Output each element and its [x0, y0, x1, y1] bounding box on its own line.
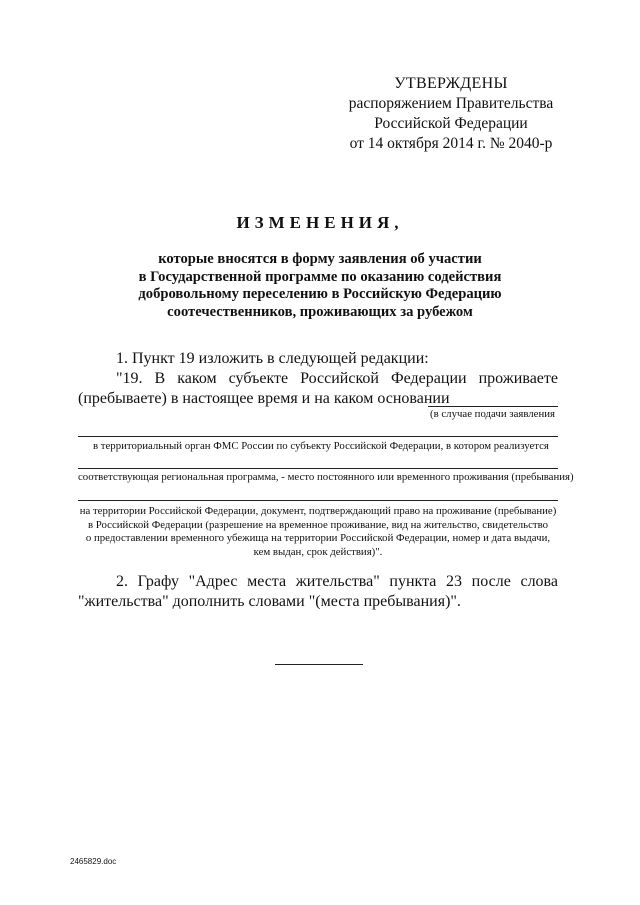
hint-line: о предоставлении временного убежища на территории Российской Федерации, номер и дата выдачи,	[85, 532, 551, 544]
approval-block	[318, 74, 584, 154]
hint-line: кем выдан, срок действия)".	[253, 545, 383, 558]
subtitle-line: которые вносятся в форму заявления об участии	[158, 251, 482, 267]
approval-line-2: Российской Федерации	[374, 115, 528, 132]
item1-hint-2: в территориальный орган ФМС России по субъекту Российской Федерации, в котором реализуется	[93, 440, 549, 452]
subtitle-line: соотечественников, проживающих за рубежом	[167, 303, 473, 320]
approval-line-1: распоряжением Правительства	[348, 95, 554, 112]
hint-line: на территории Российской Федерации, документ, подтверждающий право на проживание (пребывание)	[79, 505, 557, 517]
document-title: ИЗМЕНЕНИЯ,	[236, 213, 404, 232]
subtitle-line: добровольному переселению в Российскую Федерацию	[138, 286, 502, 302]
approval-title: УТВЕРЖДЕНЫ	[394, 75, 508, 92]
fill-in-line	[78, 500, 558, 501]
approval-line-3: от 14 октября 2014 г. № 2040-р	[349, 135, 553, 152]
fill-in-line	[428, 406, 558, 407]
item1-hint-1: (в случае подачи заявления	[430, 408, 555, 420]
item1-intro: 1. Пункт 19 изложить в следующей редакции:	[116, 350, 429, 367]
item2-line-2: "жительства" дополнить словами "(места пребывания)".	[78, 593, 461, 610]
item1-line-1: "19. В каком субъекте Российской Федерации проживаете	[116, 370, 558, 387]
item2-line-1: 2. Графу "Адрес места жительства" пункта 23 после слова	[116, 573, 558, 590]
footer-code: 2465829.doc	[70, 857, 117, 866]
fill-in-line	[78, 436, 558, 437]
fill-in-line	[78, 468, 558, 469]
hint-line: в Российской Федерации (разрешение на временное проживание, вид на жительство, свидетельство	[87, 518, 549, 531]
end-divider	[275, 664, 363, 665]
item1-hint-4	[78, 505, 558, 559]
item1-line-2: (пребываете) в настоящее время и на каком основании	[78, 390, 450, 407]
document-subtitle	[90, 251, 550, 321]
subtitle-line: в Государственной программе по оказанию содействия	[138, 268, 502, 285]
item1-hint-3: соответствующая региональная программа, - место постоянного или временного проживания (пребывания)	[78, 471, 574, 483]
